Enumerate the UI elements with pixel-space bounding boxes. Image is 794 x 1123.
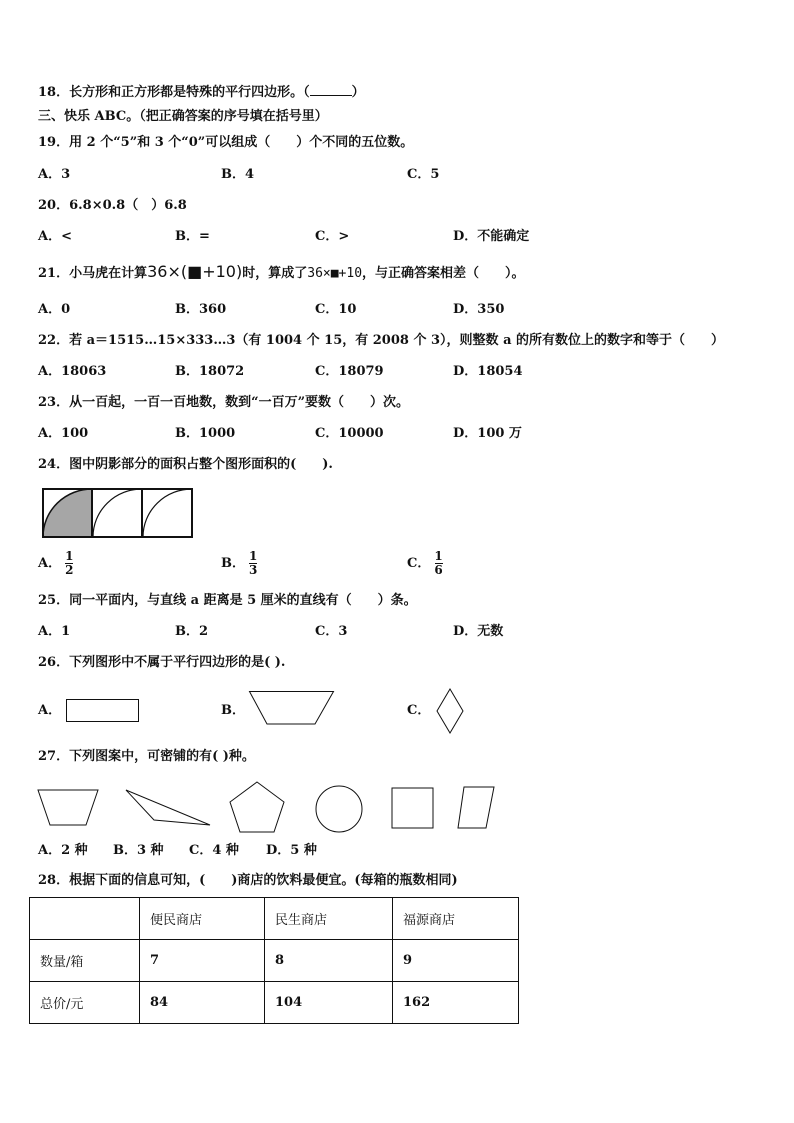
trapezoid-shape — [249, 691, 335, 727]
question-27-text: 27．下列图案中，可密铺的有( )种。 — [38, 749, 255, 764]
expression-1: 36×(■+10) — [147, 262, 243, 281]
q27-option-c[interactable]: C．4 种 — [189, 843, 239, 858]
q25-option-c[interactable]: C．3 — [315, 624, 348, 639]
q25-option-a[interactable]: A．1 — [38, 624, 71, 639]
question-18-text: 18．长方形和正方形都是特殊的平行四边形。（ — [38, 85, 310, 100]
table-cell: 162 — [393, 982, 519, 1024]
table-header-cell: 福源商店 — [393, 898, 519, 940]
q20-option-a[interactable]: A．< — [38, 229, 72, 244]
q24-option-a-label: A． — [38, 556, 62, 571]
q27-option-a[interactable]: A．2 种 — [38, 843, 88, 858]
circle-shape — [316, 786, 362, 832]
q27-option-d[interactable]: D．5 种 — [266, 843, 317, 858]
triangle-shape — [126, 790, 210, 825]
table-row-label: 数量/箱 — [30, 940, 140, 982]
question-21-suffix: ，与正确答案相差（ ）。 — [362, 266, 525, 281]
q21-option-d[interactable]: D．350 — [453, 302, 505, 317]
q23-option-a[interactable]: A．100 — [38, 426, 89, 441]
table-header-cell: 民生商店 — [265, 898, 393, 940]
q22-option-b[interactable]: B．18072 — [175, 364, 245, 379]
parallelogram-shape — [458, 787, 494, 828]
expression-2: 36×■+10 — [307, 266, 363, 281]
q20-option-d[interactable]: D．不能确定 — [453, 229, 530, 244]
question-21-mid: 时，算成了 — [242, 266, 308, 281]
question-20-text: 20．6.8×0.8（ ）6.8 — [38, 198, 187, 213]
question-26-text: 26．下列图形中不属于平行四边形的是( ). — [38, 655, 286, 670]
table-row-label: 总价/元 — [30, 982, 140, 1024]
question-23-text: 23．从一百起，一百一百地数，数到“一百万”要数（ ）次。 — [38, 395, 410, 410]
q26-option-a[interactable]: A． — [38, 703, 62, 718]
section-3-heading: 三、快乐 ABC。（把正确答案的序号填在括号里） — [38, 109, 328, 124]
table-header-cell — [30, 898, 140, 940]
q23-option-b[interactable]: B．1000 — [175, 426, 236, 441]
q23-option-d[interactable]: D．100 万 — [453, 426, 522, 441]
fraction: $\frac{1}{2}$ — [65, 549, 74, 577]
rhombus-shape — [436, 688, 464, 734]
question-21 — [38, 264, 525, 282]
answer-blank[interactable] — [310, 83, 352, 96]
q24-option-b-label: B． — [221, 556, 245, 571]
q20-option-c[interactable]: C．> — [315, 229, 350, 244]
q24-option-a[interactable] — [38, 550, 73, 577]
q27-shapes — [36, 780, 506, 836]
question-22-text: 22．若 a＝1515…15×333…3（有 1004 个 15，有 2008 个 3），则整数 a 的所有数位上的数字和等于（ ） — [38, 333, 725, 348]
question-25-text: 25．同一平面内，与直线 a 距离是 5 厘米的直线有（ ）条。 — [38, 593, 417, 608]
fraction: $\frac{1}{6}$ — [434, 549, 443, 577]
q19-option-a[interactable]: A．3 — [38, 167, 71, 182]
table-header-cell: 便民商店 — [140, 898, 265, 940]
q26-option-c[interactable]: C． — [407, 703, 431, 718]
question-18 — [38, 83, 365, 101]
question-18-close: ） — [351, 85, 365, 100]
trapezoid-shape — [38, 790, 98, 825]
question-19-text: 19．用 2 个“5”和 3 个“0”可以组成（ ）个不同的五位数。 — [38, 135, 414, 150]
q24-option-c-label: C． — [407, 556, 431, 571]
q19-option-c[interactable]: C．5 — [407, 167, 440, 182]
question-24-text: 24．图中阴影部分的面积占整个图形面积的( ). — [38, 457, 333, 472]
q24-option-c[interactable] — [407, 550, 443, 577]
question-21-prefix: 21．小马虎在计算 — [38, 266, 148, 281]
q25-option-b[interactable]: B．2 — [175, 624, 209, 639]
table-cell: 84 — [140, 982, 265, 1024]
q23-option-c[interactable]: C．10000 — [315, 426, 384, 441]
pentagon-shape — [230, 782, 284, 832]
table-cell: 8 — [265, 940, 393, 982]
q24-option-b[interactable] — [221, 550, 257, 577]
table-cell: 104 — [265, 982, 393, 1024]
table-row — [30, 982, 519, 1024]
q21-option-b[interactable]: B．360 — [175, 302, 227, 317]
q27-option-b[interactable]: B．3 种 — [113, 843, 164, 858]
question-28-text: 28．根据下面的信息可知，( )商店的饮料最便宜。(每箱的瓶数相同) — [38, 873, 458, 888]
q22-option-a[interactable]: A．18063 — [38, 364, 107, 379]
table-cell: 9 — [393, 940, 519, 982]
table-header-row — [30, 898, 519, 940]
table-row — [30, 940, 519, 982]
q22-option-d[interactable]: D．18054 — [453, 364, 523, 379]
q21-option-a[interactable]: A．0 — [38, 302, 71, 317]
rectangle-shape — [66, 699, 140, 723]
q21-option-c[interactable]: C．10 — [315, 302, 357, 317]
square-shape — [392, 788, 433, 828]
q19-option-b[interactable]: B．4 — [221, 167, 255, 182]
fraction: $\frac{1}{3}$ — [249, 549, 258, 577]
q25-option-d[interactable]: D．无数 — [453, 624, 504, 639]
shop-price-table — [29, 897, 519, 1024]
q26-option-b[interactable]: B． — [221, 703, 245, 718]
q20-option-b[interactable]: B．= — [175, 229, 210, 244]
q22-option-c[interactable]: C．18079 — [315, 364, 384, 379]
table-cell: 7 — [140, 940, 265, 982]
q24-shaded-figure — [42, 488, 194, 538]
